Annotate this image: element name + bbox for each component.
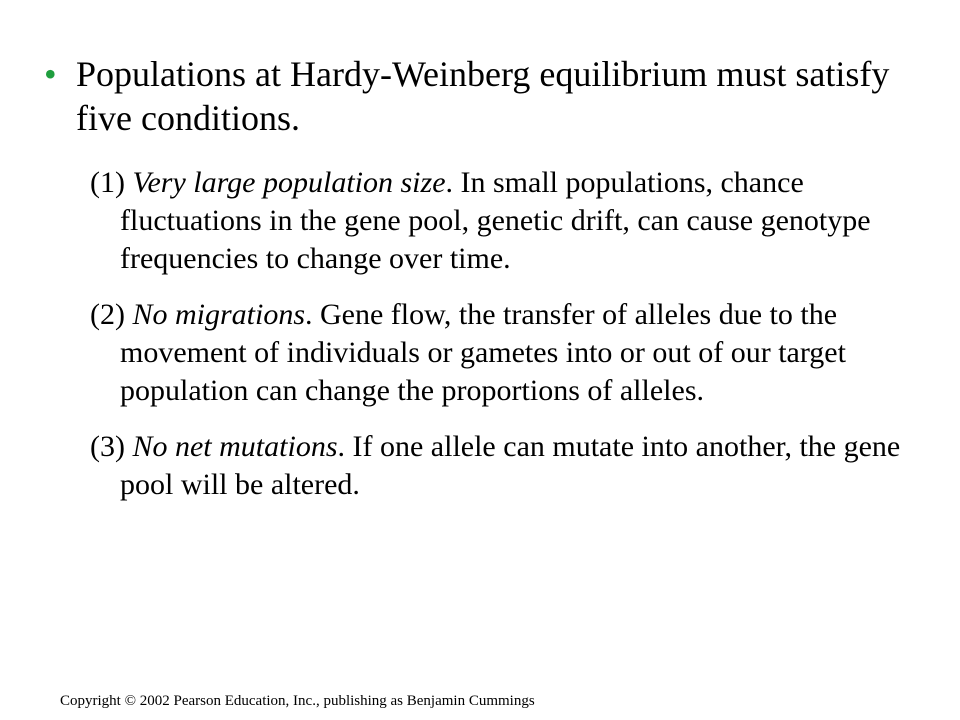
conditions-list [90,164,940,522]
condition-item-1 [90,164,940,278]
condition-number: (2) [90,298,133,331]
condition-separator: . [337,430,353,463]
condition-number: (3) [90,430,133,463]
main-bullet [44,52,924,140]
condition-item-3 [90,428,940,504]
condition-separator: . [445,166,461,199]
condition-separator: . [305,298,321,331]
condition-body: In small populations, chance fluctuations in the gene pool, genetic drift, can cause genotype frequencies to change over time. [120,166,871,275]
slide-headline: Populations at Hardy-Weinberg equilibrium must satisfy five conditions. [76,54,890,138]
condition-title: No migrations [132,298,306,331]
bullet-icon: • [44,54,57,94]
condition-number: (1) [90,166,133,199]
condition-title: No net mutations [132,430,338,463]
condition-body: Gene flow, the transfer of alleles due to the movement of individuals or gametes into or out of our target population can change the proportions of alleles. [120,298,846,407]
condition-body: If one allele can mutate into another, the gene pool will be altered. [120,430,901,501]
copyright-notice: Copyright © 2002 Pearson Education, Inc., publishing as Benjamin Cummings [60,693,535,709]
condition-title: Very large population size [132,166,446,199]
condition-item-2 [90,296,940,410]
